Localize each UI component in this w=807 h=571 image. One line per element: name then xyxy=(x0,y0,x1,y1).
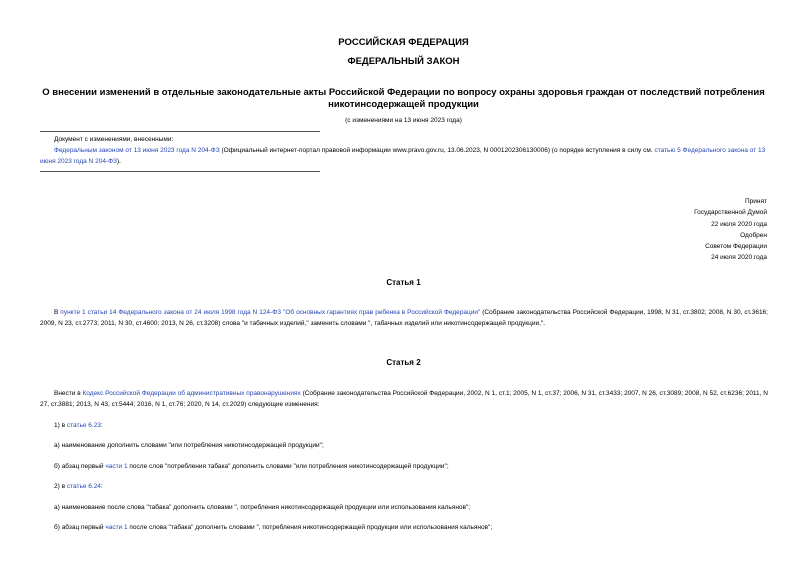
adoption-line: 24 июля 2020 года xyxy=(711,254,767,262)
item-2 xyxy=(54,481,754,492)
adoption-block xyxy=(567,196,767,264)
item-2b-rest: после слова "табака" дополнить словами ", потребления никотинсодержащей продукции или использования кальянов"; xyxy=(127,524,493,531)
article-6-23-link[interactable]: статье 6.23 xyxy=(66,422,101,429)
adoption-line: Принят xyxy=(744,198,767,205)
changes-box-end: ). xyxy=(116,158,121,165)
article-2-intro xyxy=(40,388,768,410)
adoption-line: Государственной Думой xyxy=(694,209,767,217)
item-2-start: 2) в xyxy=(54,483,67,490)
changes-box-text xyxy=(40,145,768,167)
article-1-text-rest: (Собрание законодательства Российской Федерации, 1998, N 31, ст.3802; 2008, N 30, ст.3616; 2009, N 23, ст.2773; 2011, N 30, ст.4600; 2013, N 26, ст.3208) слова "и табачных изделий," заменить словами ", табачных изделий или никотинсодержащей продукции,". xyxy=(40,309,768,327)
adoption-line: Советом Федерации xyxy=(705,243,767,251)
amending-law-link[interactable]: Федеральным законом от 13 июня 2023 года N 204-ФЗ xyxy=(54,147,220,154)
changes-box-bottom-rule xyxy=(40,171,320,172)
item-2a: а) наименование после слова "табака" дополнить словами ", потребления никотинсодержащей продукции или использования кальянов"; xyxy=(54,504,471,511)
adoption-line: 22 июля 2020 года xyxy=(711,220,767,228)
changes-box-top-rule xyxy=(40,131,320,132)
item-1-start: 1) в xyxy=(54,422,67,429)
article-2-intro-start: Внести в xyxy=(54,390,83,397)
administrative-code-link[interactable]: Кодекс Российской Федерации об административных правонарушениях xyxy=(82,390,301,397)
item-1b xyxy=(54,461,768,472)
item-1b-start: б) абзац первый xyxy=(54,463,106,470)
adoption-line: Одобрен xyxy=(740,231,767,239)
part-1-link[interactable]: части 1 xyxy=(105,524,128,531)
article-2-heading: Статья 2 xyxy=(386,358,421,367)
entry-into-force-link[interactable]: статью 5 Федерального закона от 13 июня 2023 года N 204-ФЗ xyxy=(40,147,766,165)
child-rights-law-link[interactable]: пункте 1 статьи 14 Федерального закона от 24 июля 1998 года N 124-ФЗ "Об основных гарантиях прав ребенка в Российской Федерации" xyxy=(60,309,481,316)
item-1a: а) наименование дополнить словами "или потребления никотинсодержащей продукции"; xyxy=(54,442,324,449)
article-1-text-start: В xyxy=(54,309,61,316)
part-1-link[interactable]: части 1 xyxy=(105,463,128,470)
amendments-note: (с изменениями на 13 июня 2023 года) xyxy=(345,117,462,124)
item-2-end: : xyxy=(100,483,103,490)
document-type-heading: ФЕДЕРАЛЬНЫЙ ЗАКОН xyxy=(347,56,460,67)
document-title: О внесении изменений в отдельные законодательные акты Российской Федерации по вопросу охраны здоровья граждан от последствий потребления никотинсодержащей продукции xyxy=(42,87,765,110)
article-1-text xyxy=(40,307,768,329)
country-heading: РОССИЙСКАЯ ФЕДЕРАЦИЯ xyxy=(338,37,469,48)
item-1 xyxy=(54,420,754,431)
article-1-heading: Статья 1 xyxy=(386,278,421,287)
item-1-end: : xyxy=(100,422,103,429)
item-2b-start: б) абзац первый xyxy=(54,524,106,531)
article-2-intro-rest: (Собрание законодательства Российской Федерации, 2002, N 1, ст.1; 2005, N 1, ст.37; 2006, N 31, ст.3433; 2007, N 26, ст.3089; 2008, N 52, ст.6236; 2011, N 27, ст.3881; 2013, N 43, ст.5444; 2016, N 1, ст.76; 2020, N 14, ст.2029) следующие изменения: xyxy=(40,390,768,408)
item-1b-rest: после слов "потребления табака" дополнить словами "или потребления никотинсодержащей продукции"; xyxy=(127,463,449,470)
article-6-24-link[interactable]: статье 6.24 xyxy=(66,483,101,490)
item-2b xyxy=(54,522,768,533)
changes-box-intro: Документ с изменениями, внесенными: xyxy=(54,136,174,143)
changes-box-source: (Официальный интернет-портал правовой информации www.pravo.gov.ru, 13.06.2023, N 0001202306130006) (о порядке вступления в силу см. xyxy=(219,147,655,154)
